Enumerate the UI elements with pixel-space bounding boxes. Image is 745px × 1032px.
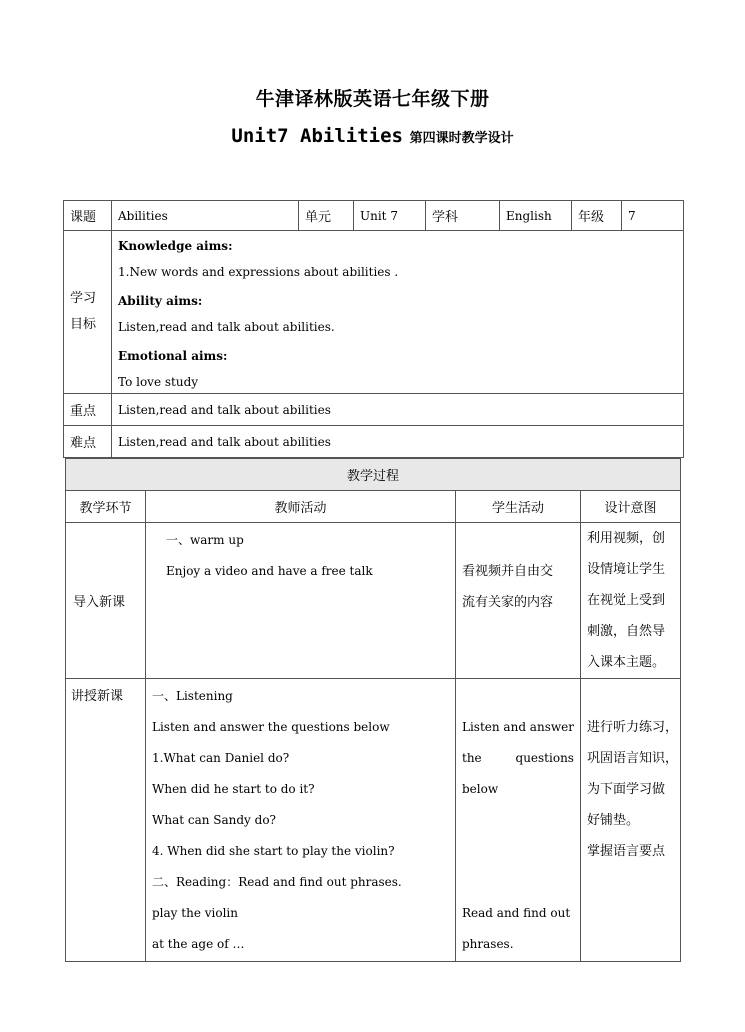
column-stage: 教学环节	[66, 491, 146, 523]
teacher-line: at the age of …	[152, 937, 245, 951]
intent-line: 刺激，自然导	[586, 624, 665, 639]
teacher-line: When did he start to do it?	[152, 782, 315, 796]
grade-value: 7	[622, 201, 684, 231]
student-line	[462, 805, 574, 836]
difficult-point-value: Listen,read and talk about abilities	[112, 426, 684, 458]
student-line	[462, 867, 574, 898]
design-intent-cell	[580, 679, 680, 962]
topic-label: 课题	[64, 201, 112, 231]
teacher-line: Listen and answer the questions below	[152, 720, 390, 734]
goals-content	[112, 231, 684, 394]
ability-aims-heading: Ability aims:	[118, 294, 203, 308]
intent-line: 好铺垫。	[586, 813, 639, 828]
table-row	[66, 523, 681, 679]
intent-line: 巩固语言知识，	[586, 751, 678, 766]
lesson-info-table	[63, 200, 684, 458]
process-header: 教学过程	[66, 459, 681, 491]
teacher-line: 一、Listening	[152, 689, 233, 703]
key-point-label: 重点	[64, 394, 112, 426]
intent-line: 为下面学习做	[586, 782, 665, 797]
student-line: the questions	[462, 751, 574, 765]
subtitle-english: Unit7 Abilities	[231, 125, 403, 147]
column-teacher: 教师活动	[146, 491, 456, 523]
intent-line: 设情境让学生	[586, 562, 665, 577]
difficult-point-label: 难点	[64, 426, 112, 458]
topic-value: Abilities	[112, 201, 299, 231]
teacher-line: 1.What can Daniel do?	[152, 751, 290, 765]
intent-line: 进行听力练习，	[586, 720, 678, 735]
student-line: 流有关家的内容	[462, 595, 554, 610]
document-title: 牛津译林版英语七年级下册	[255, 88, 490, 110]
intent-line: 利用视频，创	[586, 531, 665, 546]
intent-line: 入课本主题。	[586, 655, 665, 670]
teacher-line: 一、warm up	[166, 533, 244, 547]
teacher-line: play the violin	[152, 906, 238, 920]
intent-line: 掌握语言要点	[586, 844, 665, 859]
teacher-line: 4. When did she start to play the violin?	[152, 844, 395, 858]
subject-value: English	[500, 201, 572, 231]
student-line: 看视频并自由交	[462, 564, 554, 579]
key-point-value: Listen,read and talk about abilities	[112, 394, 684, 426]
teacher-line: Enjoy a video and have a free talk	[166, 564, 373, 578]
student-line	[462, 836, 574, 867]
teacher-line: What can Sandy do?	[152, 813, 276, 827]
grade-label: 年级	[572, 201, 622, 231]
document-subtitle	[0, 125, 745, 147]
teacher-activity-cell	[146, 523, 456, 679]
stage-cell: 讲授新课	[66, 679, 146, 962]
emotional-aims-heading: Emotional aims:	[118, 349, 228, 363]
column-student: 学生活动	[456, 491, 581, 523]
student-line: Listen and answer	[462, 720, 574, 734]
subtitle-chinese: 第四课时教学设计	[409, 131, 514, 146]
design-intent-cell	[580, 523, 680, 679]
ability-aims-text: Listen,read and talk about abilities.	[118, 320, 335, 334]
table-row	[66, 679, 681, 962]
goals-label: 学习目标	[64, 231, 112, 394]
unit-label: 单元	[299, 201, 354, 231]
student-line: phrases.	[462, 937, 514, 951]
student-activity-cell	[456, 523, 581, 679]
subject-label: 学科	[426, 201, 500, 231]
knowledge-aims-text: 1.New words and expressions about abilities .	[118, 265, 399, 279]
student-line: Read and find out	[462, 906, 571, 920]
column-intent: 设计意图	[580, 491, 680, 523]
emotional-aims-text: To love study	[118, 375, 199, 389]
teaching-process-table	[65, 458, 681, 962]
teacher-line: 二、Reading：Read and find out phrases.	[152, 875, 402, 889]
student-line: below	[462, 782, 499, 796]
teacher-activity-cell	[146, 679, 456, 962]
stage-cell: 导入新课	[66, 523, 146, 679]
intent-line: 在视觉上受到	[586, 593, 665, 608]
knowledge-aims-heading: Knowledge aims:	[118, 239, 233, 253]
student-activity-cell	[456, 679, 581, 962]
unit-value: Unit 7	[354, 201, 426, 231]
